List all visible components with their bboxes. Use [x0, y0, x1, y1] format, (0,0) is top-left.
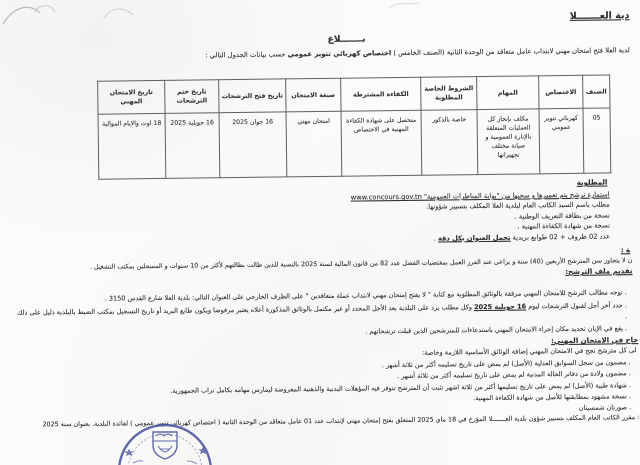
success-item-birth-certificate: . مضمون ولادة من دفاتر الحالة المدنية لم يمض على تاريخ تسليمه أكثر من ثلاثة أشهر . [397, 369, 631, 381]
deadline-post: وكل مطلب يرد على البلدية بعد الأجل المحدد أو غير مكتمل بالوثائق المذكورة أعلاه يعتبر مرفوضا ويكون طابع البريد أو تاريخ التسجيل بمكتب الضبط بالبلدية دليل على ذلك . [16, 303, 628, 320]
col-header-exam-format: صيغة الامتحان [286, 78, 341, 112]
success-item-medical-certificate: . شهادة طبية (الأصل) لم يمض على تاريخ تسليمها أكثر من ثلاثة اشهر تثبت أن المترشح تتوفر فيه المؤهلات البدنية والذهنية المفروضة ليمارس مهامه بكامل تراب الجمهورية. [170, 380, 631, 395]
col-header-tasks: المهام [477, 76, 539, 110]
municipal-stamp-icon [113, 419, 217, 465]
deadline-pre: . حدد آخر أجل لقبول الترشحات ليوم [526, 301, 627, 311]
success-item-certified-copy: . نسخة مشهود بمطابقتها للأصل من شهادة الكفاءة المهنية. [473, 392, 632, 403]
age-condition-note: ن لا يتجاوز سن المترشح الأربعين (40) سنة و يراعى عند الفرز العمل بمقتضيات الفصل عدد 82 من قانون المالية لسنة 2025 بالنسبة للذين طالت بطالتهم لأكثر من 10 سنوات و المسجلين بمكتب التشغيل . [89, 256, 633, 271]
cell-exam-format: امتحان مهني [286, 111, 342, 177]
doc-item-envelopes [351, 231, 610, 245]
success-heading: جاح في الامتحان المهني: [551, 336, 639, 346]
required-docs-heading: المطلوبة [576, 178, 608, 187]
col-header-grade: الصنف [583, 75, 610, 108]
reference-line: : مقرر الكاتب العام المكلف بتسيير شؤون بلدية العـــــــلا المؤرخ في 18 ماي 2025 المتعلق بفتح إمتحان مهني لإنتداب عدد 01 عامل متعاقد من الوحدة الثانية ( اختصاص كهربائي تنوير عمومي ) لفائدة البلدية. بعنوان سنة 2025 [42, 413, 640, 429]
doc-item-id-copy: نسخة من بطاقة التعريف الوطنية . [514, 211, 610, 221]
success-docs-list [170, 357, 631, 419]
announcement-heading: بـــــــلاغ [327, 34, 366, 45]
col-header-required-competence: الكفاءة المشترطة [341, 77, 421, 111]
submission-item-venue: . يقع في الإبان تحديد مكان إجراء الامتحان المهني باستدعاءات للمترشحين الذين قبلت ترشحاتهم . [365, 324, 628, 336]
cell-tasks: مكلف بإنجاز كل العمليات المتعلقة بالإنارة العمومية و صيانة مختلف تجهيزاتها [477, 109, 540, 175]
col-header-special-conditions: الشروط الخاصة المطلوبة [421, 77, 477, 111]
envelopes-post: . [433, 234, 439, 243]
doc-item-application-form: استمارة ترشح يتم تعميرها و سحبها من "بوابة المناظرات العمومية" www.concours.gov.tn [350, 190, 610, 202]
cell-grade: 05 [583, 108, 611, 173]
success-lead: لى كل مترشح نجح في الامتحان المهني إضافة الوثائق الأساسية اللازمة وخاصة: [422, 346, 637, 357]
cell-specialty: كهربائي تنوير عمومي [539, 108, 584, 174]
intro-pre: لدية العلا فتح امتحان مهني لانتداب عامل متعاقد من الوحدة الثانية (الصنف الخامس ) [391, 46, 630, 58]
envelopes-pre: عدد 02 ظروف + 02 طوابع بريدية [510, 232, 611, 242]
col-header-opening-date: تاريخ فتح الترشحات [219, 79, 286, 113]
submission-heading: تقديم ملف الترشح: [565, 267, 633, 277]
cell-closing-date: 16 جويلية 2025 [165, 113, 220, 179]
cell-opening-date: 16 جوان 2025 [219, 112, 287, 178]
doc-item-request-letter: مطلب باسم السيد الكاتب العام لبلدية العلا المكلف بتسيير شؤونها. [426, 200, 610, 212]
cell-exam-date: 18 اوت والايام الموالية [98, 113, 166, 179]
required-docs-list [351, 189, 610, 244]
intro-line [2, 46, 630, 62]
note-heading: ة : [620, 246, 631, 255]
intro-post: حسب بيانات الجدول التالي : [205, 50, 288, 60]
success-item-criminal-record: . مضمون من سجل السوابق العدلية (الأصل) لم يمض على تاريخ تسليمه أكثر من ثلاثة أشهر . [381, 358, 631, 370]
submission-item-address: . توجه مطالب الترشح للامتحان المهني مرفقة بالوثائق المطلوبة مع كتابة " لا يفتح إمتحان مهني لانتداب عملة متعاقدين " على الظرف الخارجي على العنوان التالي: بلدية العلا شارع القدس 3150 . [104, 288, 627, 303]
cell-required-competence: متحصل على شهادة الكفاءة المهنية في الاختصاص [341, 110, 422, 176]
cell-special-conditions: خاصة بالذكور [421, 110, 478, 176]
envelopes-emph: تحمل العنوان بكل دقة [437, 233, 511, 243]
success-item-photos: . صورتان شمسيتان [578, 403, 632, 413]
doc-item-certificate-copy: نسخة من شهادة الكفاءة المهنية . [517, 221, 610, 231]
deadline-date: 16 جويلية 2025 [474, 302, 527, 312]
col-header-specialty: الاختصاص [539, 75, 583, 109]
col-header-closing-date: تاريخ ختم الترشحات [165, 80, 219, 114]
page-title: دية العـــــــلا [569, 10, 630, 22]
exam-table [97, 74, 611, 179]
col-header-exam-date: تاريخ الامتحان المهني [98, 80, 165, 114]
intro-specialty: اختصاص كهربائي تنوير عمومي [287, 49, 392, 59]
table-row [98, 108, 611, 179]
